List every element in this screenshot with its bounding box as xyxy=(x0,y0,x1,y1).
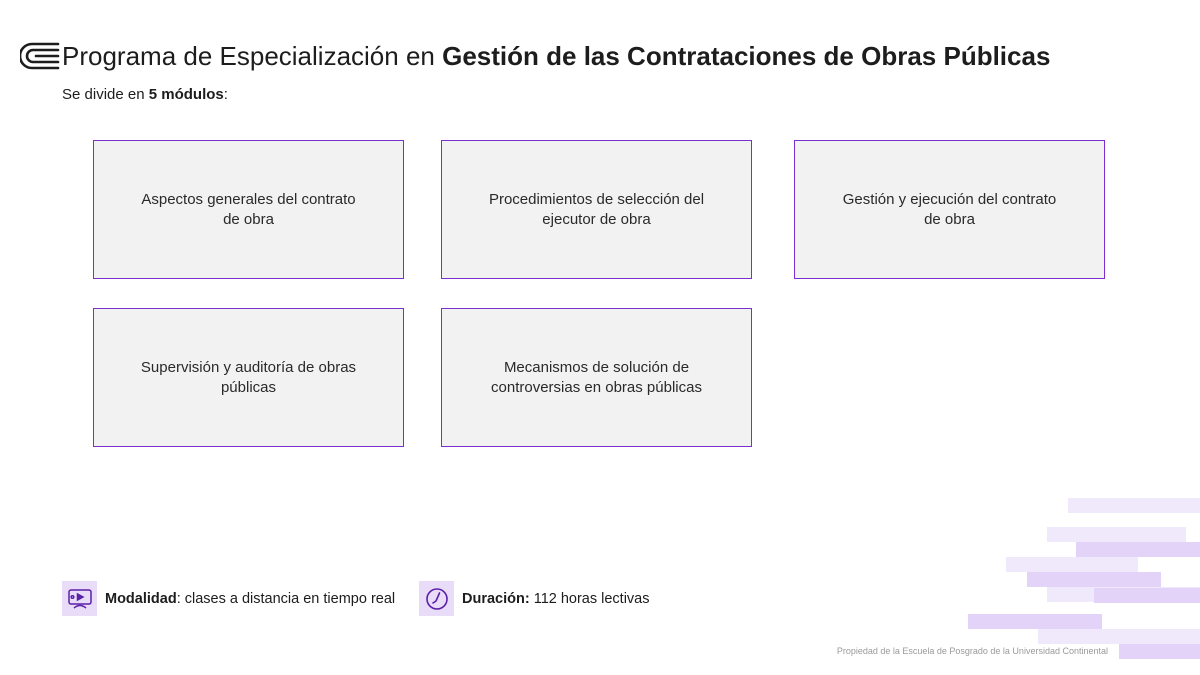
module-label: Gestión y ejecución del contrato de obra xyxy=(842,190,1057,228)
module-card-3 xyxy=(794,140,1105,279)
decorative-bar xyxy=(1068,498,1200,513)
copyright-footer: Propiedad de la Escuela de Posgrado de la Universidad Continental xyxy=(836,646,1108,656)
clock-icon xyxy=(419,581,454,616)
duration-info xyxy=(462,589,650,609)
intro-prefix: Se divide en xyxy=(62,86,149,103)
decorative-bar xyxy=(1038,629,1200,644)
modality-info xyxy=(105,589,395,609)
intro-suffix: : xyxy=(223,86,228,103)
duration-label: Duración: xyxy=(462,591,530,607)
decorative-bar xyxy=(1006,557,1138,572)
module-card-1 xyxy=(93,140,404,279)
decorative-bar xyxy=(1119,644,1200,659)
module-label: Procedimientos de selección del ejecutor de obra xyxy=(488,190,705,228)
modules-intro xyxy=(62,85,228,105)
module-label: Supervisión y auditoría de obras públicas xyxy=(140,358,357,396)
duration-value: 112 horas lectivas xyxy=(529,591,650,607)
module-card-4 xyxy=(93,308,404,447)
brand-logo-icon xyxy=(20,41,60,71)
decorative-bar xyxy=(1094,588,1200,603)
decorative-bar xyxy=(968,614,1102,629)
module-card-2 xyxy=(441,140,752,279)
modality-label: Modalidad xyxy=(105,591,177,607)
module-label: Mecanismos de solución de controversias en obras públicas xyxy=(491,358,702,396)
page-title xyxy=(62,38,1050,74)
modality-value: : clases a distancia en tiempo real xyxy=(176,591,396,607)
video-screen-icon xyxy=(62,581,97,616)
decorative-bar xyxy=(1027,572,1161,587)
decorative-bar xyxy=(1047,527,1186,542)
module-card-5 xyxy=(441,308,752,447)
intro-count: 5 módulos xyxy=(148,86,224,103)
module-label: Aspectos generales del contrato de obra xyxy=(141,190,356,228)
decorative-bar xyxy=(1076,542,1200,557)
title-bold: Gestión de las Contrataciones de Obras Públicas xyxy=(442,41,1051,71)
title-regular: Programa de Especialización en xyxy=(62,41,443,71)
